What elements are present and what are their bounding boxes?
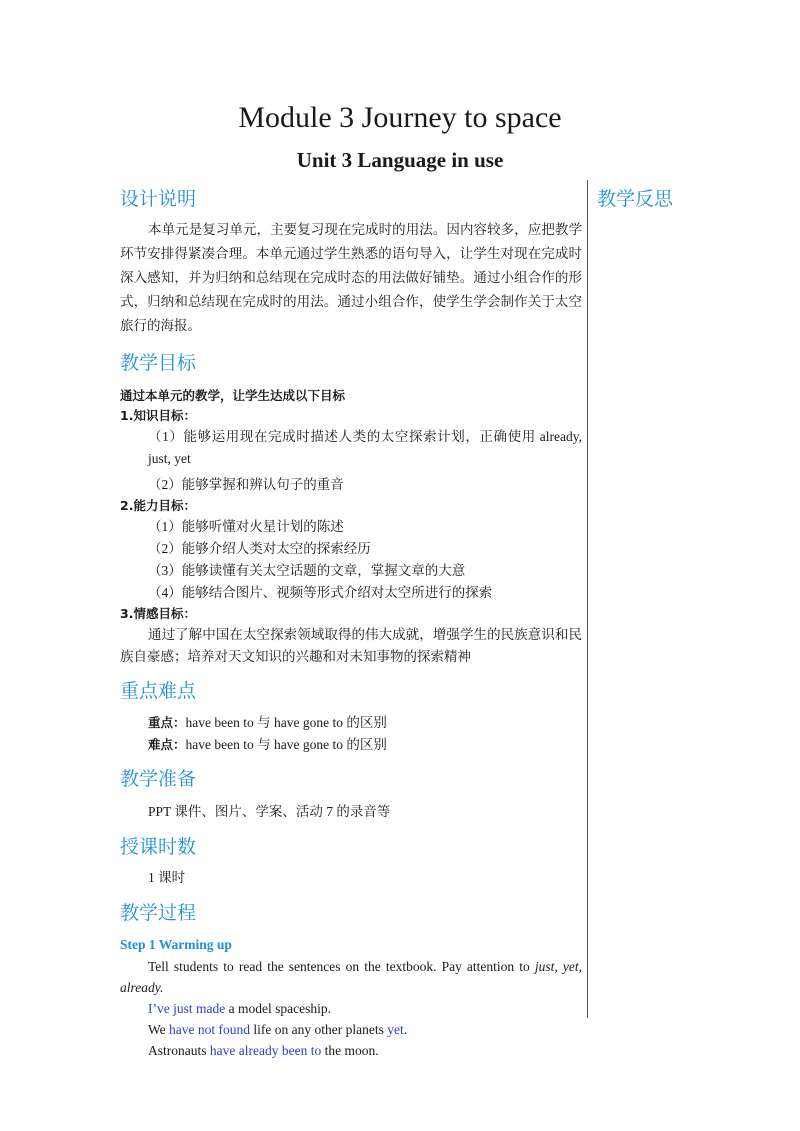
- ability-item: （1）能够听懂对火星计划的陈述: [148, 519, 344, 534]
- highlight-verb: have not found: [169, 1022, 251, 1037]
- instruction-emphasis: just, yet, already.: [120, 959, 582, 995]
- knowledge-item: （1）能够运用现在完成时描述人类的太空探索计划，正确使用 already, just, yet: [148, 429, 582, 466]
- knowledge-label: 1.知识目标：: [120, 408, 196, 423]
- step-1-title: Step 1 Warming up: [120, 937, 232, 952]
- sentence-text: the moon.: [321, 1043, 379, 1058]
- sentence-text: Astronauts: [148, 1043, 210, 1058]
- sentence-text: life on any other planets: [250, 1022, 388, 1037]
- highlight-verb: have already been to: [209, 1043, 322, 1058]
- design-heading: 设计说明: [120, 188, 197, 210]
- column-divider: [587, 180, 588, 1018]
- sentence-text: We: [148, 1022, 170, 1037]
- document-subtitle: Unit 3 Language in use: [296, 148, 504, 172]
- emotion-label: 3.情感目标：: [120, 606, 196, 621]
- hours-text: 1 课时: [148, 870, 186, 885]
- ability-item: （4）能够结合图片、视频等形式介绍对太空所进行的探索: [148, 585, 493, 600]
- process-heading: 教学过程: [120, 902, 197, 924]
- goals-heading: 教学目标: [120, 352, 197, 374]
- highlight-adverb: yet: [387, 1022, 404, 1037]
- difficult-label: 难点：: [148, 737, 186, 752]
- difficult-text: have been to 与 have gone to 的区别: [185, 737, 387, 752]
- key-point: [120, 712, 582, 734]
- sentence-text: a model spaceship.: [225, 1001, 331, 1016]
- key-points-heading: 重点难点: [120, 680, 197, 702]
- emotion-text: 通过了解中国在太空探索领域取得的伟大成就，增强学生的民族意识和民族自豪感；培养对天文知识的兴趣和对未知事物的探索精神: [120, 627, 582, 664]
- hours-heading: 授课时数: [120, 836, 197, 858]
- reflection-heading: 教学反思: [597, 188, 674, 210]
- key-label: 重点：: [148, 715, 186, 730]
- step-1-instruction: [120, 956, 582, 998]
- instruction-text: Tell students to read the sentences on the textbook. Pay attention to: [148, 959, 535, 974]
- knowledge-item: （2）能够掌握和辨认句子的重音: [148, 477, 344, 492]
- example-sentence: [120, 1040, 582, 1061]
- ability-item: （3）能够读懂有关太空话题的文章，掌握文章的大意: [148, 563, 466, 578]
- design-text: 本单元是复习单元，主要复习现在完成时的用法。因内容较多，应把教学环节安排得紧凑合理。本单元通过学生熟悉的语句导入，让学生对现在完成时深入感知，并为归纳和总结现在完成时态的用法做好铺垫。通过小组合作的形式，归纳和总结现在完成时的用法。通过小组合作，使学生学会制作关于太空旅行的海报。: [120, 222, 582, 333]
- reflection-column: [597, 184, 757, 214]
- sentence-text: .: [403, 1022, 408, 1037]
- highlight-verb: I’ve just made: [148, 1001, 226, 1016]
- preparation-heading: 教学准备: [120, 768, 197, 790]
- key-text: have been to 与 have gone to 的区别: [185, 715, 387, 730]
- document-title: Module 3 Journey to space: [238, 101, 562, 134]
- ability-label: 2.能力目标：: [120, 498, 196, 513]
- main-column: [120, 184, 582, 1061]
- example-sentence: [120, 1019, 582, 1040]
- difficult-point: [120, 734, 582, 756]
- goals-intro: 通过本单元的教学，让学生达成以下目标: [120, 388, 346, 403]
- preparation-text: PPT 课件、图片、学案、活动 7 的录音等: [148, 804, 391, 819]
- example-sentence: [120, 998, 582, 1019]
- ability-item: （2）能够介绍人类对太空的探索经历: [148, 541, 371, 556]
